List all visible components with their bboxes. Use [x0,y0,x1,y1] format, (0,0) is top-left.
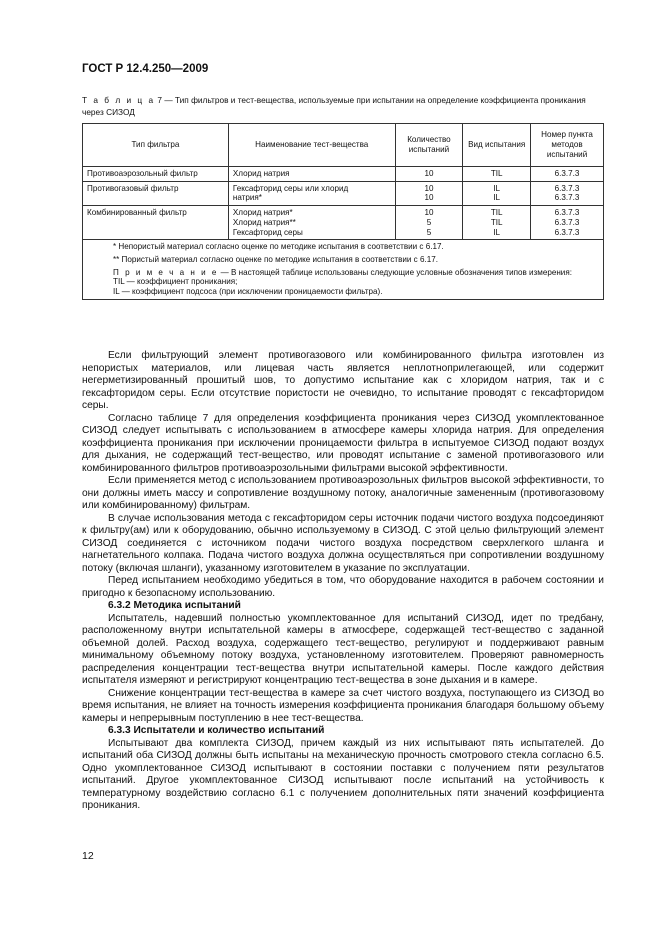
clause-line: 6.3.7.3 [554,217,580,227]
clause-line: 6.3.7.3 [554,193,580,203]
paragraph: Испытывают два комплекта СИЗОД, причем каждый из них испытывают пять испытателей. До испытаний оба СИЗОД должны быть испытаны на механическую прочность смотрового стекла согласно 6.5. Одно укомплектованное СИЗОД испытывают в состоянии поставки с получением пяти результатов испытаний. Другое укомплектованное СИЗОД испытывают после испытаний на устойчивость к температурному воздействию согласно 6.1 с получением дополнительных пяти значений коэффициента проникания. [82,737,604,811]
substance-line: Хлорид натрия* [232,208,293,218]
paragraph: Согласно таблице 7 для определения коэффициента проникания через СИЗОД укомплектованное СИЗОД следует испытывать с использованием в атмосфере камеры хлорида натрия. Для определения коэффициента проникания при исключении проницаемости фильтра в испытуемое СИЗОД подают воздух для дыхания, не содержащий тест-вещество, или проводят испытание с заменой противогазового или комбинированного фильтров противоаэрозольными фильтрами высокой эффективности. [82,412,604,474]
test-kind-cell [463,167,531,182]
count-cell [395,167,463,182]
table-notes-row [83,240,604,300]
clause-line: 6.3.7.3 [554,227,580,237]
note-item: IL — коэффициент подсоса (при исключении проницаемости фильтра). [113,287,383,297]
filter-type-cell: Противоаэрозольный фильтр [83,167,229,182]
substance-line: Гексафторид серы или хлорид [232,183,349,193]
clause-cell [531,167,604,182]
clause-line: 6.3.7.3 [554,169,580,178]
count-line: 5 [426,227,432,237]
paragraph: Снижение концентрации тест-вещества в камере за счет чистого воздуха, поступающего из СИЗОД во время испытания, не влияет на точность измерения коэффициента проникания благодаря большому объему камеры и непрерывным поступлению в нее тест-вещества. [82,687,604,724]
substance-cell [228,167,395,182]
note-text: — В настоящей таблице использованы следующие условные обозначения типов измерения: [218,267,572,277]
clause-line: 6.3.7.3 [554,183,580,193]
test-kind-cell [463,206,531,240]
document-header: ГОСТ Р 12.4.250—2009 [82,63,209,75]
test-kind-line: IL [493,193,501,203]
footnote: * Непористый материал согласно оценке по методике испытания в соответствии с 6.17. [113,242,444,252]
table-row [83,181,604,205]
table-caption-prefix: Т а б л и ц а [82,95,156,105]
table-notes-cell [83,240,604,300]
count-cell [395,206,463,240]
clause-cell [531,206,604,240]
table-header-row [83,124,604,167]
footnote: ** Пористый материал согласно оценке по методике испытания в соответствии с 6.17. [113,254,438,264]
note-label: П р и м е ч а н и е [113,267,219,277]
count-line: 10 [424,193,434,203]
substance-line: натрия* [232,193,262,203]
column-header: Номер пункта методов испытаний [531,124,604,167]
test-kind-line: TIL [490,208,503,218]
paragraph: Испытатель, надевший полностью укомплектованное для испытаний СИЗОД, идет по тредбану, расположенному внутри испытательной камеры в атмосфере, содержащей тест-вещество с заданной объемной долей. Расход воздуха, содержащего тест-вещество, регулируют и поддерживают равным минимальному объемному потоку воздуха, установленному изготовителем. Проверяют равномерность распределения концентрации тест-вещества внутри испытательной камеры. После каждого действия испытателя измеряют и регистрируют концентрацию тест-вещества в зоне дыхания и в камере. [82,612,604,686]
test-kind-line: IL [493,227,501,237]
clause-line: 6.3.7.3 [554,208,580,218]
column-header: Количество испытаний [395,124,463,167]
filter-type-cell: Комбинированный фильтр [83,206,229,240]
count-cell [395,181,463,205]
test-kind-line: IL [493,183,501,193]
paragraph: Если фильтрующий элемент противогазового или комбинированного фильтра изготовлен из непористых материалов, или лицевая часть является неплотноприлегающей, или содержит негерметизированный прошитый шов, то допустимо испытание как с хлоридом натрия, так и с гексафторидом серы. Если отсутствие пористости не очевидно, то испытание проводят с гексафторидом серы. [82,350,604,411]
test-kind-cell [463,181,531,205]
note-item: TIL — коэффициент проникания; [113,277,238,287]
body-text [82,350,604,813]
column-header: Наименование тест-вещества [228,124,395,167]
substance-line: Хлорид натрия** [232,217,296,227]
substance-line: Гексафторид серы [232,227,303,237]
table-caption-text: 7 — Тип фильтров и тест-вещества, используемые при испытании на определение коэффициента проникания через СИЗОД [82,95,586,117]
column-header: Вид испытания [463,124,531,167]
page-number: 12 [82,850,94,862]
paragraph: Перед испытанием необходимо убедиться в том, что оборудование находится в рабочем состоянии и пригодно к безопасному использованию. [82,575,604,599]
table-row [83,167,604,182]
paragraph: В случае использования метода с гексафторидом серы источник подачи чистого воздуха подсоединяют к фильтру(ам) или к оборудованию, обычно используемому в СИЗОД. С этой целью фильтрующий элемент СИЗОД соединяется с источником подачи чистого воздуха посредством сверхлегкого шланга и нагнетательного колпака. Подача чистого воздуха должна осуществляться при сопротивлении воздушному потоку (включая шланги), указанному изготовителем в указание по эксплуатации. [82,512,604,574]
substance-cell [228,181,395,205]
test-kind-line: TIL [490,169,503,178]
filter-type-cell: Противогазовый фильтр [83,181,229,205]
section-heading-6-3-2: 6.3.2 Методика испытаний [108,600,241,611]
table-caption [82,94,604,118]
substance-cell [228,206,395,240]
test-kind-line: TIL [490,217,503,227]
paragraph: Если применяется метод с использованием противоаэрозольных фильтров высокой эффективности, то они должны иметь массу и сопротивление воздушному потоку, аналогичные замененным (противогазовому или комбинированному) фильтрам. [82,475,604,511]
clause-cell [531,181,604,205]
filter-test-table [82,123,604,300]
section-heading-6-3-3: 6.3.3 Испытатели и количество испытаний [108,725,325,736]
count-line: 10 [424,183,434,193]
count-line: 10 [424,208,434,218]
column-header: Тип фильтра [83,124,229,167]
table-note [87,268,599,278]
count-line: 10 [424,169,434,178]
count-line: 5 [426,217,432,227]
table-row [83,206,604,240]
substance-line: Хлорид натрия [232,169,290,178]
